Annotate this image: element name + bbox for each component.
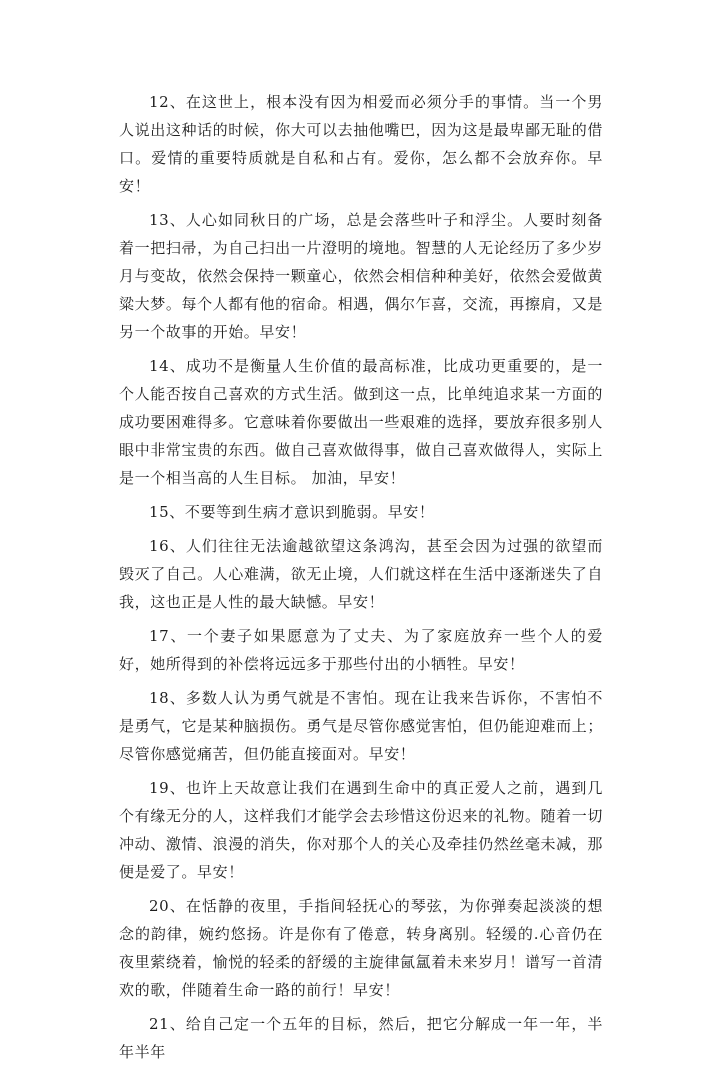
- paragraph-14: 14、成功不是衡量人生价值的最高标准，比成功更重要的，是一个人能否按自己喜欢的方式生活。做到这一点，比单纯追求某一方面的成功要困难得多。它意味着你要做出一些艰难的选择，要放弃很多别人眼中非常宝贵的东西。做自己喜欢做得事，做自己喜欢做得人，实际上是一个相当高的人生目标。 加油，早安！: [119, 357, 603, 487]
- paragraph-19: 19、也许上天故意让我们在遇到生命中的真正爱人之前，遇到几个有缘无分的人，这样我们才能学会去珍惜这份迟来的礼物。随着一切冲动、激情、浪漫的消失，你对那个人的关心及牵挂仍然丝毫未减，那便是爱了。早安！: [119, 779, 603, 881]
- paragraph-13: 13、人心如同秋日的广场，总是会落些叶子和浮尘。人要时刻备着一把扫帚，为自己扫出一片澄明的境地。智慧的人无论经历了多少岁月与变故，依然会保持一颗童心，依然会相信种种美好，依然会爱做黄粱大梦。每个人都有他的宿命。相遇，偶尔乍喜，交流，再擦肩，又是另一个故事的开始。早安！: [119, 211, 603, 341]
- paragraph-17: 17、一个妻子如果愿意为了丈夫、为了家庭放弃一些个人的爱好，她所得到的补偿将远远多于那些付出的小牺牲。早安！: [119, 627, 603, 673]
- paragraph-16: 16、人们往往无法逾越欲望这条鸿沟，甚至会因为过强的欲望而毁灭了自己。人心难满，欲无止境，人们就这样在生活中逐渐迷失了自我，这也正是人性的最大缺憾。早安！: [119, 537, 603, 611]
- paragraph-20: 20、在恬静的夜里，手指间轻抚心的琴弦，为你弹奏起淡淡的想念的韵律，婉约悠扬。许是你有了倦意，转身离别。轻缓的.心音仍在夜里萦绕着，愉悦的轻柔的舒缓的主旋律氤氲着未来岁月！谱写一首清欢的歌，伴随着生命一路的前行！早安！: [119, 897, 603, 999]
- paragraph-12: 12、在这世上，根本没有因为相爱而必须分手的事情。当一个男人说出这种话的时候，你大可以去抽他嘴巴，因为这是最卑鄙无耻的借口。爱情的重要特质就是自私和占有。爱你，怎么都不会放弃你。早安！: [119, 93, 603, 195]
- paragraph-15: 15、不要等到生病才意识到脆弱。早安！: [149, 503, 435, 521]
- paragraph-18: 18、多数人认为勇气就是不害怕。现在让我来告诉你，不害怕不是勇气，它是某种脑损伤。勇气是尽管你感觉害怕，但仍能迎难而上；尽管你感觉痛苦，但仍能直接面对。早安！: [119, 689, 603, 763]
- document-body: [119, 88, 603, 1072]
- paragraph-21: 21、给自己定一个五年的目标，然后，把它分解成一年一年，半年半年: [119, 1015, 603, 1061]
